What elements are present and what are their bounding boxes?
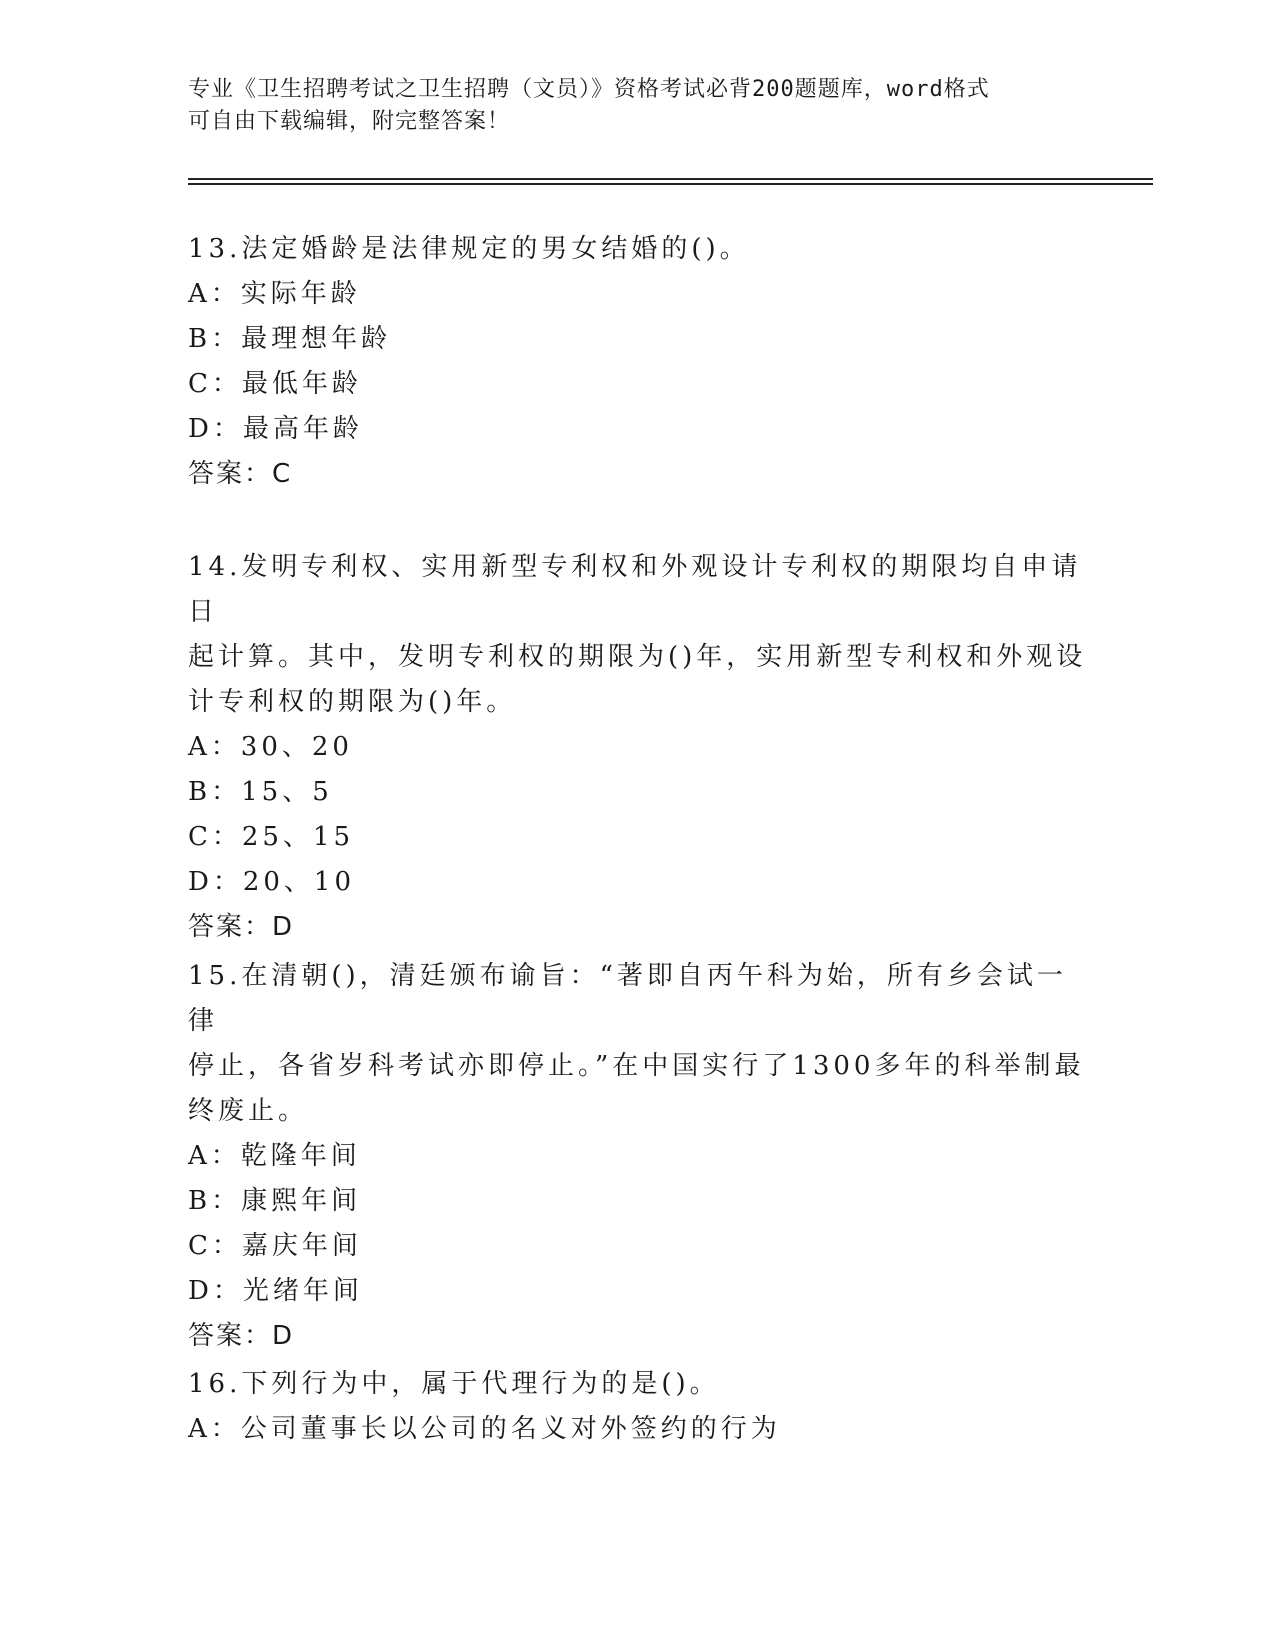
option-b: B：15、5: [188, 777, 333, 807]
option-c: C：最低年龄: [188, 369, 362, 399]
header-divider-bottom: [188, 183, 1153, 185]
option-b: B：最理想年龄: [188, 324, 392, 354]
option-b: B：康熙年间: [188, 1186, 362, 1216]
header-line-1: 专业《卫生招聘考试之卫生招聘（文员）》资格考试必背200题题库，word格式: [188, 77, 990, 102]
question-text: 16.下列行为中，属于代理行为的是()。: [188, 1369, 720, 1399]
answer: 答案：D: [188, 1321, 295, 1351]
question-text-line-3: 计专利权的期限为()年。: [188, 687, 517, 717]
question-13: [188, 227, 1088, 497]
question-text-line-3: 终废止。: [188, 1096, 309, 1126]
header-line-2: 可自由下载编辑，附完整答案！: [188, 109, 511, 134]
option-a: A：乾隆年间: [188, 1141, 361, 1171]
question-text-line-2: 起计算。其中，发明专利权的期限为()年，实用新型专利权和外观设: [188, 642, 1087, 672]
question-text-line-1: 14.发明专利权、实用新型专利权和外观设计专利权的期限均自申请日: [188, 552, 1082, 627]
option-c: C：25、15: [188, 822, 355, 852]
question-16: [188, 1362, 1088, 1452]
option-a: A：公司董事长以公司的名义对外签约的行为: [188, 1414, 781, 1444]
option-d: D：最高年龄: [188, 414, 363, 444]
answer: 答案：D: [188, 912, 295, 942]
answer: 答案：C: [188, 459, 293, 489]
header-divider-top: [188, 178, 1153, 180]
question-text-line-2: 停止，各省岁科考试亦即停止。”在中国实行了1300多年的科举制最: [188, 1051, 1085, 1081]
option-d: D：光绪年间: [188, 1276, 363, 1306]
question-15: [188, 954, 1088, 1359]
question-14: [188, 545, 1088, 950]
option-c: C：嘉庆年间: [188, 1231, 362, 1261]
option-d: D：20、10: [188, 867, 356, 897]
option-a: A：30、20: [188, 732, 353, 762]
question-text: 13.法定婚龄是法律规定的男女结婚的()。: [188, 234, 750, 264]
option-a: A：实际年龄: [188, 279, 361, 309]
question-text-line-1: 15.在清朝()，清廷颁布谕旨：“著即自丙午科为始，所有乡会试一律: [188, 961, 1067, 1036]
document-header: [188, 74, 1088, 138]
